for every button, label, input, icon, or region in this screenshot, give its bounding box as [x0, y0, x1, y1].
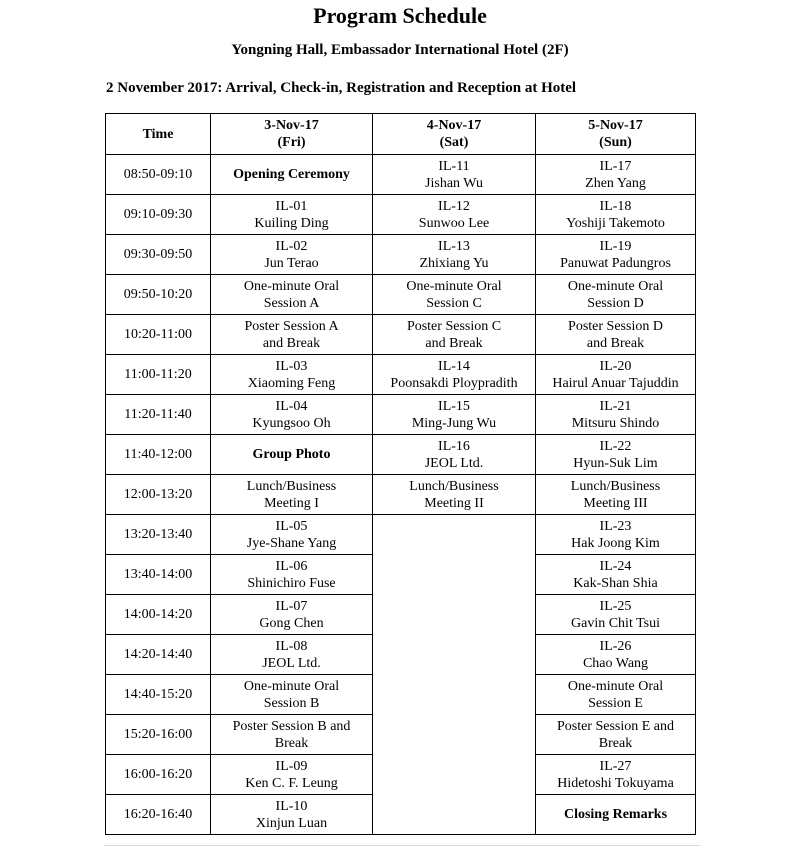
- cell-line: Panuwat Padungros: [560, 255, 671, 271]
- session-cell-fri: [211, 675, 373, 715]
- cell-line: Lunch/Business: [570, 478, 661, 494]
- session-cell-sun: [536, 155, 696, 195]
- session-cell-fri: [211, 475, 373, 515]
- session-cell-fri: [211, 555, 373, 595]
- cell-line: Gavin Chit Tsui: [571, 615, 660, 631]
- page-title: Program Schedule: [313, 3, 487, 28]
- cell-line: Zhen Yang: [585, 175, 646, 191]
- cell-line: Sunwoo Lee: [418, 215, 490, 231]
- cell-line: IL-04: [275, 398, 308, 414]
- table-row: [106, 315, 696, 355]
- cell-line: IL-22: [599, 438, 632, 454]
- cell-line: Yoshiji Takemoto: [566, 215, 665, 231]
- cell-line: Session D: [587, 295, 644, 311]
- header-cell-time: [106, 114, 211, 155]
- table-row: [106, 395, 696, 435]
- session-cell-sun: [536, 475, 696, 515]
- cell-line: IL-12: [438, 198, 470, 214]
- cell-line: Ming-Jung Wu: [411, 415, 497, 431]
- time-cell: 14:00-14:20: [106, 595, 211, 635]
- cell-line: Gong Chen: [259, 615, 324, 631]
- cell-line: Hairul Anuar Tajuddin: [552, 375, 679, 391]
- cell-line: Jishan Wu: [425, 175, 483, 191]
- session-cell-sat: [373, 275, 536, 315]
- session-cell-sun: [536, 355, 696, 395]
- cell-line: Session B: [263, 695, 320, 711]
- table-row: [106, 435, 696, 475]
- session-cell-sun: [536, 515, 696, 555]
- cell-line: Ken C. F. Leung: [245, 775, 338, 791]
- cell-line: One-minute Oral: [567, 678, 664, 694]
- cell-line: IL-08: [275, 638, 308, 654]
- cell-line: IL-09: [275, 758, 308, 774]
- cell-line: Break: [598, 735, 633, 751]
- cell-line: 3-Nov-17: [264, 118, 319, 133]
- header-cell-friday: [211, 114, 373, 155]
- cell-line: 5-Nov-17: [588, 118, 643, 133]
- cell-line: Kuiling Ding: [254, 215, 329, 231]
- header-cell-sunday: [536, 114, 696, 155]
- cell-line: Xinjun Luan: [255, 815, 328, 831]
- session-cell-sun: [536, 675, 696, 715]
- table-body: [106, 155, 696, 835]
- cell-line: Closing Remarks: [563, 807, 668, 822]
- session-cell-sat: [373, 355, 536, 395]
- header-row: [106, 114, 696, 155]
- time-cell: 09:30-09:50: [106, 235, 211, 275]
- cell-line: Kyungsoo Oh: [252, 415, 331, 431]
- session-cell-sun: [536, 715, 696, 755]
- cell-line: IL-24: [599, 558, 632, 574]
- cell-line: Break: [274, 735, 309, 751]
- session-cell-fri: [211, 635, 373, 675]
- cell-line: IL-10: [275, 798, 308, 814]
- pre-event-note: 2 November 2017: Arrival, Check-in, Registration and Reception at Hotel: [106, 80, 577, 96]
- table-row: [106, 515, 696, 555]
- cell-line: One-minute Oral: [243, 278, 340, 294]
- session-cell-fri: [211, 315, 373, 355]
- header-cell-saturday: [373, 114, 536, 155]
- time-cell: 09:50-10:20: [106, 275, 211, 315]
- cell-line: Mitsuru Shindo: [571, 415, 660, 431]
- cell-line: 4-Nov-17: [426, 118, 482, 133]
- cell-line: Poster Session E and: [556, 718, 675, 734]
- cell-line: Session A: [263, 295, 320, 311]
- page-bottom-rule: [104, 845, 700, 846]
- session-cell-sun: [536, 435, 696, 475]
- session-cell-sun: [536, 235, 696, 275]
- time-cell: 12:00-13:20: [106, 475, 211, 515]
- cell-line: IL-25: [599, 598, 632, 614]
- time-cell: 11:40-12:00: [106, 435, 211, 475]
- empty-merged-cell-sat: [373, 515, 536, 835]
- cell-line: One-minute Oral: [406, 278, 502, 294]
- time-cell: 15:20-16:00: [106, 715, 211, 755]
- cell-line: Poonsakdi Ploypradith: [390, 375, 518, 391]
- time-cell: 14:40-15:20: [106, 675, 211, 715]
- cell-line: Poster Session D: [568, 318, 663, 334]
- session-cell-sun: [536, 275, 696, 315]
- cell-line: IL-03: [275, 358, 308, 374]
- cell-line: Meeting II: [424, 495, 484, 511]
- cell-line: Chao Wang: [582, 655, 649, 671]
- cell-line: IL-23: [599, 518, 632, 534]
- session-cell-fri: [211, 715, 373, 755]
- cell-line: Lunch/Business: [246, 478, 337, 494]
- table-header: [106, 114, 696, 155]
- time-cell: 09:10-09:30: [106, 195, 211, 235]
- cell-line: IL-19: [599, 238, 632, 254]
- session-cell-fri: [211, 195, 373, 235]
- cell-line: Zhixiang Yu: [419, 255, 489, 271]
- program-schedule-table: [105, 113, 696, 835]
- table-row: [106, 235, 696, 275]
- time-cell: 13:40-14:00: [106, 555, 211, 595]
- session-cell-fri: [211, 515, 373, 555]
- table-row: [106, 275, 696, 315]
- cell-line: (Fri): [277, 135, 306, 150]
- cell-line: IL-14: [438, 358, 470, 374]
- table-row: [106, 355, 696, 395]
- cell-line: JEOL Ltd.: [262, 655, 321, 671]
- session-cell-fri: [211, 595, 373, 635]
- cell-line: Meeting I: [264, 495, 319, 511]
- cell-line: Hak Joong Kim: [571, 535, 660, 551]
- cell-line: and Break: [262, 335, 321, 351]
- session-cell-fri: [211, 755, 373, 795]
- venue-subtitle: Yongning Hall, Embassador International Hotel (2F): [231, 42, 569, 58]
- time-cell: 16:20-16:40: [106, 795, 211, 835]
- session-cell-sat: [373, 235, 536, 275]
- cell-line: Meeting III: [583, 495, 648, 511]
- cell-line: Xiaoming Feng: [247, 375, 336, 391]
- cell-line: One-minute Oral: [567, 278, 664, 294]
- session-cell-sat: [373, 195, 536, 235]
- time-cell: 16:00-16:20: [106, 755, 211, 795]
- time-cell: 08:50-09:10: [106, 155, 211, 195]
- session-cell-sun: [536, 595, 696, 635]
- cell-line: Session C: [426, 295, 482, 311]
- cell-line: IL-21: [599, 398, 632, 414]
- cell-line: JEOL Ltd.: [424, 455, 484, 471]
- cell-line: IL-20: [599, 358, 632, 374]
- cell-line: Poster Session C: [406, 318, 502, 334]
- time-cell: 13:20-13:40: [106, 515, 211, 555]
- table-row: [106, 475, 696, 515]
- time-cell: 14:20-14:40: [106, 635, 211, 675]
- cell-line: Poster Session A: [244, 318, 339, 334]
- time-cell: 11:20-11:40: [106, 395, 211, 435]
- cell-line: IL-13: [438, 238, 470, 254]
- cell-line: Shinichiro Fuse: [247, 575, 336, 591]
- session-cell-sat: [373, 435, 536, 475]
- cell-line: and Break: [425, 335, 483, 351]
- cell-line: IL-05: [275, 518, 308, 534]
- session-cell-sat: [373, 395, 536, 435]
- cell-line: Session E: [588, 695, 643, 711]
- cell-line: Hidetoshi Tokuyama: [557, 775, 674, 791]
- session-cell-sun: [536, 795, 696, 835]
- table-row: [106, 195, 696, 235]
- cell-line: and Break: [586, 335, 645, 351]
- time-cell: 11:00-11:20: [106, 355, 211, 395]
- cell-line: IL-02: [275, 238, 308, 254]
- session-cell-fri: [211, 235, 373, 275]
- cell-line: IL-07: [275, 598, 308, 614]
- cell-line: IL-01: [275, 198, 308, 214]
- session-cell-sat: [373, 315, 536, 355]
- cell-line: IL-26: [599, 638, 632, 654]
- session-cell-sun: [536, 195, 696, 235]
- cell-line: IL-06: [275, 558, 308, 574]
- table-row: [106, 155, 696, 195]
- session-cell-fri: [211, 435, 373, 475]
- cell-line: (Sun): [599, 135, 632, 150]
- cell-line: Opening Ceremony: [233, 167, 350, 182]
- session-cell-sat: [373, 155, 536, 195]
- session-cell-fri: [211, 395, 373, 435]
- cell-line: Poster Session B and: [232, 718, 351, 734]
- session-cell-sat: [373, 475, 536, 515]
- session-cell-fri: [211, 155, 373, 195]
- session-cell-fri: [211, 355, 373, 395]
- cell-line: Time: [142, 126, 174, 142]
- cell-line: Hyun-Suk Lim: [573, 455, 658, 471]
- session-cell-sun: [536, 395, 696, 435]
- cell-line: IL-17: [599, 158, 632, 174]
- time-cell: 10:20-11:00: [106, 315, 211, 355]
- session-cell-fri: [211, 795, 373, 835]
- cell-line: Lunch/Business: [409, 478, 499, 494]
- cell-line: Jun Terao: [264, 255, 319, 271]
- cell-line: IL-15: [438, 398, 470, 414]
- session-cell-sun: [536, 635, 696, 675]
- cell-line: Jye-Shane Yang: [246, 535, 337, 551]
- cell-line: One-minute Oral: [243, 678, 340, 694]
- cell-line: IL-16: [438, 438, 470, 454]
- session-cell-sun: [536, 755, 696, 795]
- cell-line: (Sat): [439, 135, 469, 150]
- cell-line: Kak-Shan Shia: [573, 575, 658, 591]
- session-cell-sun: [536, 315, 696, 355]
- cell-line: IL-27: [599, 758, 632, 774]
- session-cell-fri: [211, 275, 373, 315]
- cell-line: IL-18: [599, 198, 632, 214]
- cell-line: Group Photo: [252, 447, 331, 462]
- session-cell-sun: [536, 555, 696, 595]
- cell-line: IL-11: [438, 158, 470, 174]
